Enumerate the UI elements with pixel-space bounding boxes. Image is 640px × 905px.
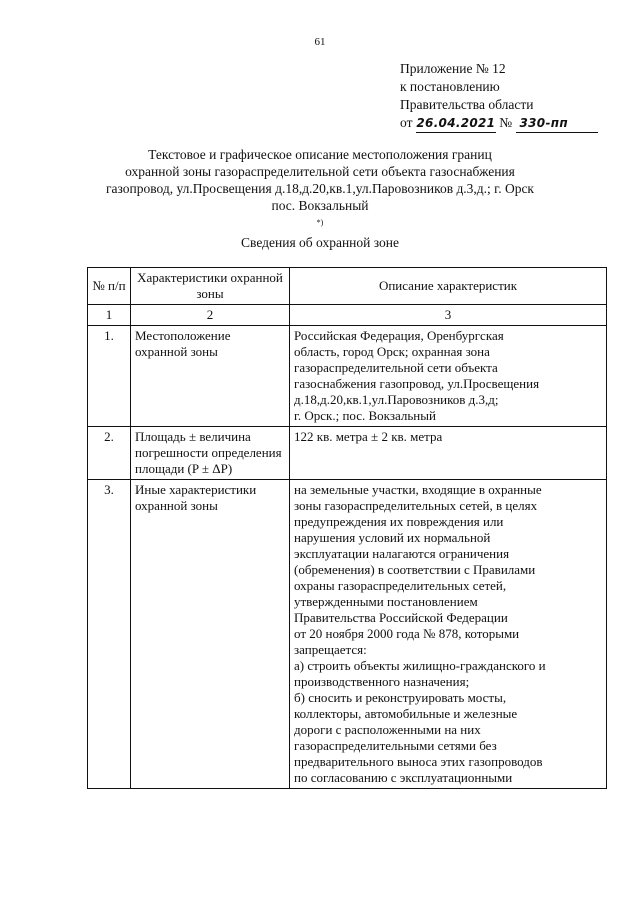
index-cell: 3 [290, 305, 607, 326]
description-line: нарушения условий их нормальной [294, 530, 491, 545]
description-line: 122 кв. метра ± 2 кв. метра [294, 429, 443, 444]
appendix-number-sign: № [499, 115, 513, 130]
appendix-line-3: Правительства области [400, 97, 534, 112]
row-characteristic: Иные характеристики охранной зоны [131, 480, 290, 789]
appendix-block [400, 60, 620, 133]
appendix-number: 330-пп [516, 114, 598, 133]
row-description [290, 480, 607, 789]
description-line: запрещается: [294, 642, 367, 657]
description-line: а) строить объекты жилищно-гражданского и [294, 658, 546, 673]
description-line: газоснабжения газопровод, ул.Просвещения [294, 376, 540, 391]
section-subtitle: Сведения об охранной зоне [241, 235, 399, 250]
row-number: 1. [88, 326, 131, 427]
table-row [88, 480, 607, 789]
title-line-4 [60, 197, 580, 235]
table-row [88, 427, 607, 480]
title-line-4-text: пос. Вокзальный [271, 198, 369, 213]
appendix-date-line [400, 114, 620, 133]
description-line: производственного назначения; [294, 674, 470, 689]
description-line: (обременения) в соответствии с Правилами [294, 562, 536, 577]
description-line: от 20 ноября 2000 года № 878, которыми [294, 626, 520, 641]
description-line: коллекторы, автомобильные и железные [294, 706, 518, 721]
title-line-3: газопровод, ул.Просвещения д.18,д.20,кв.1,ул.Паровозников д.3,д.; г. Орск [106, 181, 534, 196]
zone-info-table [87, 267, 607, 789]
description-line: предварительного выноса этих газопроводов [294, 754, 543, 769]
header-num: № п/п [88, 268, 131, 305]
index-cell: 1 [88, 305, 131, 326]
description-line: д.18,д.20,кв.1,ул.Паровозников д.3,д; [294, 392, 499, 407]
description-line: б) сносить и реконструировать мосты, [294, 690, 507, 705]
description-line: газораспределительной сети объекта [294, 360, 498, 375]
appendix-line-1: Приложение № 12 [400, 61, 506, 76]
header-characteristic: Характеристики охранной зоны [131, 268, 290, 305]
description-line: зоны газораспределительных сетей, в целях [294, 498, 538, 513]
title-footnote-mark: *) [316, 218, 324, 227]
row-description [290, 326, 607, 427]
table-row [88, 326, 607, 427]
description-line: на земельные участки, входящие в охранные [294, 482, 542, 497]
row-number: 2. [88, 427, 131, 480]
appendix-line-2: к постановлению [400, 79, 500, 94]
appendix-prefix-from: от [400, 115, 413, 130]
table-header-row [88, 268, 607, 305]
description-line: по согласованию с эксплуатационными [294, 770, 513, 785]
description-line: г. Орск.; пос. Вокзальный [294, 408, 436, 423]
description-line: область, город Орск; охранная зона [294, 344, 490, 359]
description-line: охраны газораспределительных сетей, [294, 578, 507, 593]
description-line: Правительства Российской Федерации [294, 610, 508, 625]
title-line-2: охранной зоны газораспределительной сети объекта газоснабжения [125, 164, 515, 179]
document-title [60, 146, 580, 235]
index-cell: 2 [131, 305, 290, 326]
row-characteristic: Площадь ± величина погрешности определения площади (P ± ΔP) [131, 427, 290, 480]
appendix-date: 26.04.2021 [416, 114, 496, 133]
description-line: дороги с расположенными на них [294, 722, 481, 737]
description-line: эксплуатации налагаются ограничения [294, 546, 510, 561]
row-number: 3. [88, 480, 131, 789]
row-characteristic: Местоположение охранной зоны [131, 326, 290, 427]
page-number: 61 [314, 36, 326, 48]
title-line-1: Текстовое и графическое описание местоположения границ [148, 147, 492, 162]
description-line: утвержденными постановлением [294, 594, 478, 609]
header-description: Описание характеристик [290, 268, 607, 305]
description-line: газораспределительными сетями без [294, 738, 497, 753]
description-line: Российская Федерация, Оренбургская [294, 328, 504, 343]
row-description [290, 427, 607, 480]
description-line: предупреждения их повреждения или [294, 514, 504, 529]
table-index-row [88, 305, 607, 326]
